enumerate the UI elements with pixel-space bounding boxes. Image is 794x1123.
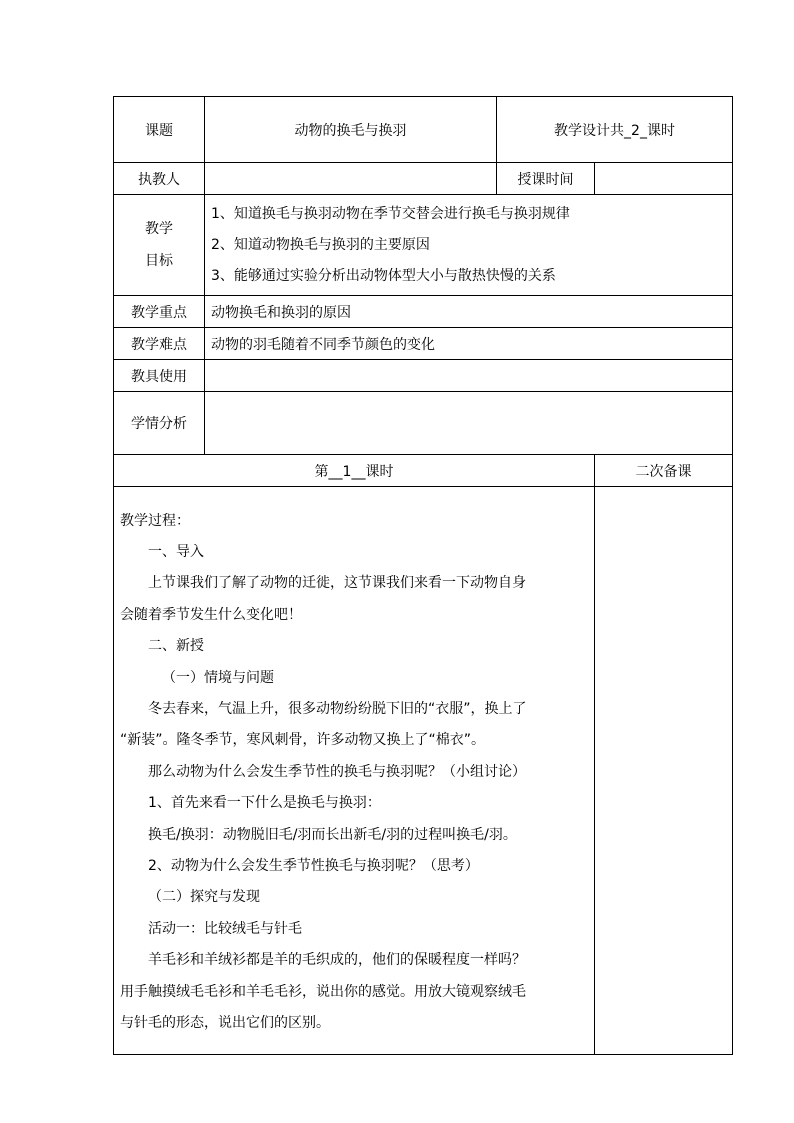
- process-line: （一）情境与问题: [162, 669, 274, 686]
- process-line: 教学过程：: [120, 512, 190, 529]
- process-line: 1、首先来看一下什么是换毛与换羽：: [148, 795, 381, 812]
- topic-label: 课题: [114, 97, 205, 163]
- process-line: 上节课我们了解了动物的迁徙，这节课我们来看一下动物自身: [148, 575, 526, 592]
- teaching-process: [114, 487, 595, 1055]
- process-line: “新装”。隆冬季节，寒风刺骨，许多动物又换上了“棉衣”。: [120, 732, 486, 749]
- lesson-plan-table: [113, 96, 733, 1055]
- goals-label-line-1: 教学: [145, 221, 173, 237]
- analysis-value: [205, 392, 733, 455]
- difficulties-value: 动物的羽毛随着不同季节颜色的变化: [205, 328, 733, 360]
- process-line: 活动一：比较绒毛与针毛: [148, 920, 302, 937]
- analysis-label: 学情分析: [114, 392, 205, 455]
- goals-list: [205, 195, 733, 296]
- teacher-row: [114, 163, 733, 195]
- tools-value: [205, 360, 733, 392]
- design-periods-label: 教学设计共_2_课时: [497, 97, 733, 163]
- analysis-row: [114, 392, 733, 455]
- class-time-value: [595, 163, 733, 195]
- difficulties-row: [114, 328, 733, 360]
- process-line: 2、动物为什么会发生季节性换毛与换羽呢？（思考）: [148, 858, 479, 875]
- key-points-value: 动物换毛和换羽的原因: [205, 296, 733, 328]
- goals-label: [114, 195, 205, 296]
- teacher-value: [205, 163, 497, 195]
- difficulties-label: 教学难点: [114, 328, 205, 360]
- process-line: 换毛/换羽：动物脱旧毛/羽而长出新毛/羽的过程叫换毛/羽。: [148, 826, 517, 843]
- tools-label: 教具使用: [114, 360, 205, 392]
- topic-row: [114, 97, 733, 163]
- process-line: 二、新授: [148, 638, 204, 655]
- key-points-row: [114, 296, 733, 328]
- goal-item: 3、能够通过实验分析出动物体型大小与散热快慢的关系: [211, 268, 556, 284]
- process-line: 那么动物为什么会发生季节性的换毛与换羽呢？（小组讨论）: [148, 763, 526, 780]
- period-row: [114, 455, 733, 487]
- goal-item: 1、知道换毛与换羽动物在季节交替会进行换毛与换羽规律: [211, 206, 570, 222]
- backup-label: 二次备课: [595, 455, 733, 487]
- goal-item: 2、知道动物换毛与换羽的主要原因: [211, 237, 430, 253]
- process-line: 会随着季节发生什么变化吧！: [120, 606, 302, 623]
- topic-value: 动物的换毛与换羽: [205, 97, 497, 163]
- process-line: 用手触摸绒毛毛衫和羊毛毛衫，说出你的感觉。用放大镜观察绒毛: [120, 983, 526, 1000]
- process-row: [114, 487, 733, 1055]
- process-line: 冬去春来，气温上升，很多动物纷纷脱下旧的“衣服”，换上了: [148, 700, 527, 717]
- process-line: 一、导入: [148, 543, 204, 560]
- key-points-label: 教学重点: [114, 296, 205, 328]
- teacher-label: 执教人: [114, 163, 205, 195]
- class-time-label: 授课时间: [497, 163, 595, 195]
- process-line: （二）探究与发现: [148, 889, 260, 906]
- process-line: 羊毛衫和羊绒衫都是羊的毛织成的，他们的保暖程度一样吗？: [148, 952, 526, 969]
- tools-row: [114, 360, 733, 392]
- process-line: 与针毛的形态，说出它们的区别。: [120, 1015, 330, 1032]
- goals-row: [114, 195, 733, 296]
- backup-notes: [595, 487, 733, 1055]
- period-label: 第__1__课时: [114, 455, 595, 487]
- goals-label-line-2: 目标: [145, 253, 173, 269]
